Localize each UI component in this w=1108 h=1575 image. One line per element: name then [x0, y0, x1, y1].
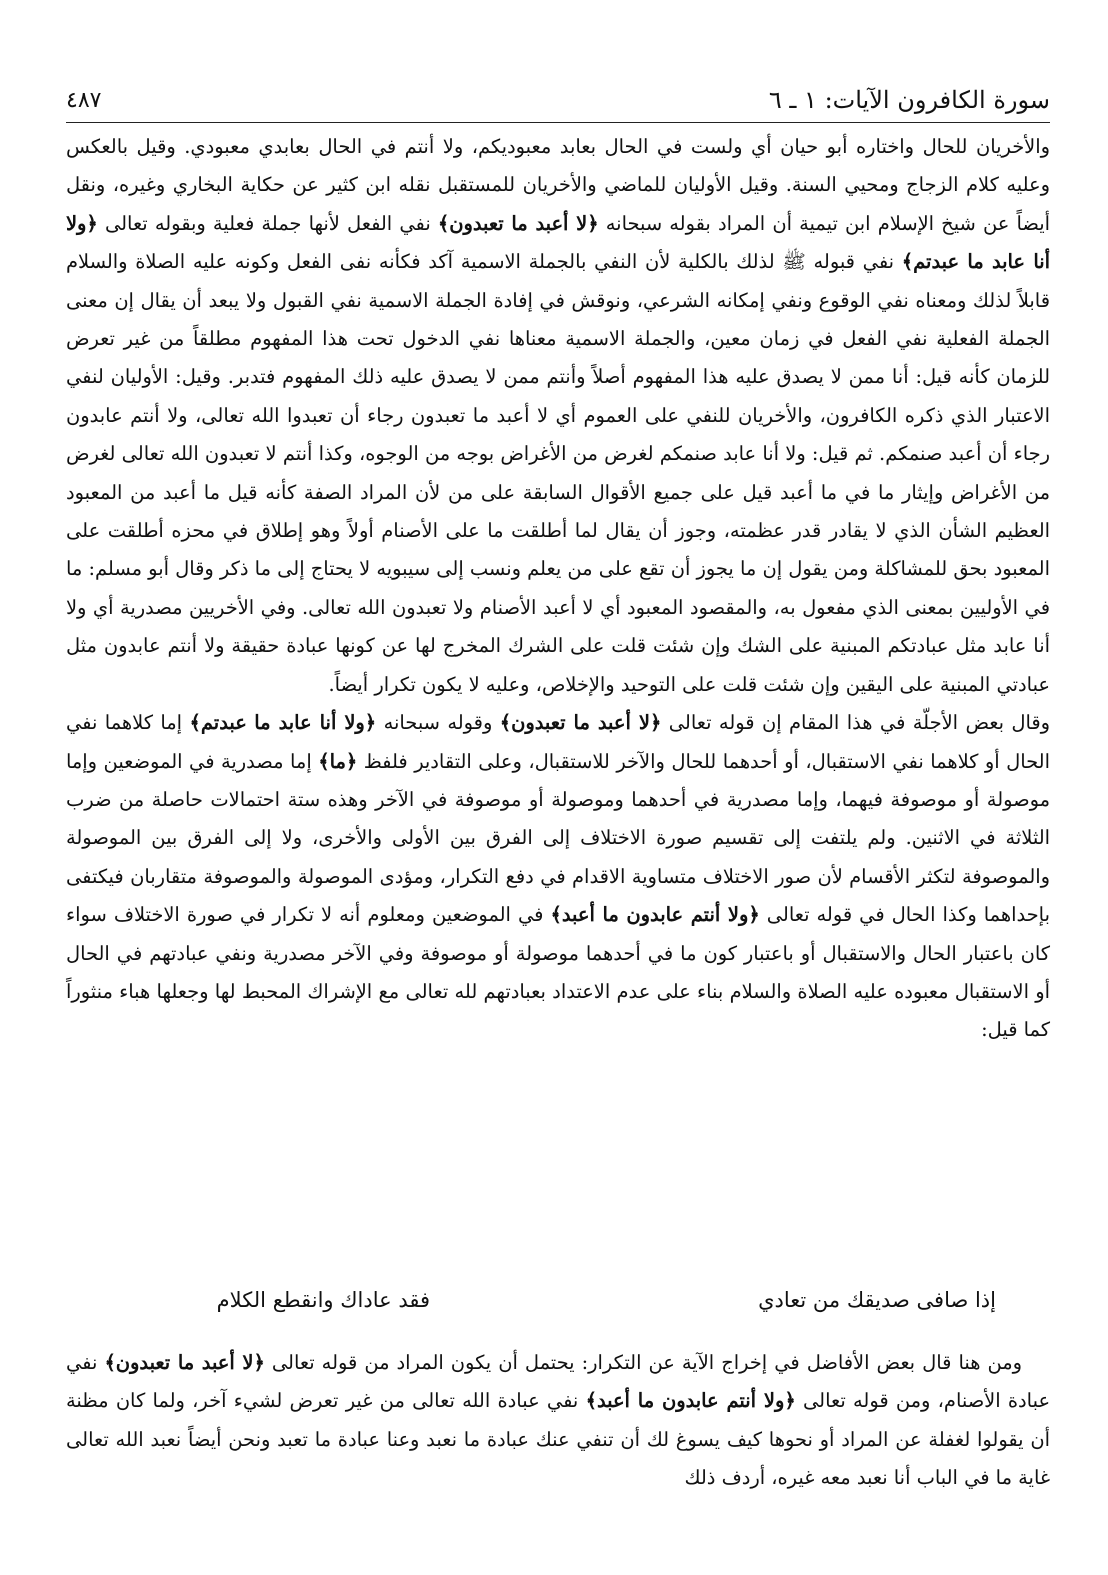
page-header [66, 78, 1050, 123]
text-paragraph [66, 704, 1050, 1050]
text-line: زمان معين، والجملة الاسمية معناها نفي الدخول تحت هذا المفهوم مطلقاً من غير تعرض للزمان كأنه قيل: أنا [66, 327, 1050, 389]
quran-verse: ﴿ولا أنا عابد ما [254, 711, 377, 735]
text-line: وكذا أنتم لا تعبدون الله تعالى لغرض من الأغراض وإيثار ما في ما أعبد قيل على جميع الأقوال السابقة على [66, 442, 1050, 504]
text-line: سواء كان باعتبار الحال والاستقبال أو باعتبار كون ما في أحدهما موصولة أو موصوفة وفي الآخر مصدرية [66, 903, 1050, 965]
text-line: الحال في قوله تعالى [766, 903, 936, 927]
text-line: موصوفة في الآخر وهذه ستة احتمالات حاصلة من ضرب الثلاثة في الاثنين. ولم يلتفت إلى تقسيم صورة [66, 787, 1050, 850]
quran-verse: ﴿ولا أنا عابد ما عبدتم﴾ [66, 211, 1051, 274]
text-line: فلفظ [363, 749, 408, 773]
text-line: الاختلاف متساوية الاقدام في دفع التكرار، ومؤدى الموصولة والموصوفة متقاربان فيكتفى بإحداهما وكذا [66, 864, 1050, 927]
text-paragraph [66, 1344, 1050, 1498]
text-line: والأخريان للحال واختاره أبو حيان أي ولست في الحال بعابد معبوديكم، ولا أنتم في الحال بعابدي معبودي. [184, 135, 1050, 158]
text-line: ممن لا يصدق عليه هذا المفهوم أصلاً وأنتم ممن لا يصدق عليه ذلك المفهوم فتدبر. وقيل: الأوليان لنفي [66, 365, 886, 389]
quran-verse: ﴿ولا أنتم عابدون ما أعبد﴾ [585, 1389, 796, 1413]
text-line: وقال بعض الأجلّة في هذا المقام إن قوله تعالى [668, 711, 1051, 735]
closing-paragraph [66, 1344, 1050, 1498]
text-line: في الموضعين ومعلوم أنه لا تكرار في صورة الاختلاف [113, 903, 544, 927]
running-title: سورة الكافرون الآيات: ١ ـ ٦ [768, 86, 1050, 114]
text-line: الشرعي، ونوقش في إفادة الجملة الاسمية نفي القبول ولا يبعد أن يقال إن معنى الجملة الفعلية نفي الفعل في [66, 288, 1050, 351]
text-line: عابد مثل عبادتكم المبنية على الشك وإن شئت قلت على الشرك المخرج لها عن كونها عبادة حقيقة ولا أنتم [167, 634, 1027, 658]
poetry-verse [66, 1288, 1050, 1328]
text-line: الاختلاف إلى الفرق بين الأولى والأخرى، ولا إلى الفرق بين الموصولة والموصوفة لتكثر الأقسام لأن صور [66, 826, 1051, 888]
text-line: بالجملة الاسمية آكد فكأنه نفى الفعل وكونه عليه الصلاة والسلام قابلاً لذلك ومعناه نفي الوقوع ونفي إمكانه [66, 250, 1050, 312]
page-number: ٤٨٧ [66, 87, 102, 113]
text-line: نفي عبادة الأصنام، ومن قوله تعالى [66, 1351, 1051, 1413]
text-line: إما كلاهما نفي الحال أو كلاهما نفي الاستقبال، أو أحدهما للحال والآخر للاستقبال، وعلى التقادير [66, 711, 1050, 773]
text-line: نفي الفعل لأنها جملة فعلية وبقوله تعالى [104, 211, 431, 235]
text-line: مفعول به، والمقصود المعبود أي لا أعبد الأصنام ولا تعبدون الله تعالى. وفي الأخريين مصدرية أي ولا أنا [66, 595, 1050, 658]
text-line: ومن هنا قال بعض الأفاضل في إخراج الآية عن التكرار: يحتمل أن يكون المراد من قوله تعالى [271, 1351, 1022, 1374]
text-line: أن تقع على من يعلم ونسب إلى سيبويه لا يحتاج إلى ما ذكر وقال أبو مسلم: ما في الأوليين بمعنى الذي [66, 557, 1050, 619]
main-text [66, 128, 1050, 1050]
quran-verse: ﴿لا أعبد ما تعبدون﴾ [104, 1351, 265, 1374]
quran-verse: ﴿لا أعبد ما تعبدون﴾ [499, 711, 662, 735]
text-line: حكاية البخاري وغيره، ونقل أيضاً عن شيخ الإسلام ابن تيمية أن المراد بقوله سبحانه [66, 173, 1050, 235]
quran-verse: ﴿لا أعبد ما تعبدون﴾ [437, 211, 599, 235]
quran-verse: ﴿ولا أنتم عابدون ما أعبد﴾ [550, 903, 760, 927]
text-line: الإشراك المحبط لها وجعلها هباء منثوراً كما قيل: [66, 979, 1050, 1042]
text-line: عابدون مثل عبادتي المبنية على اليقين وإن شئت قلت على التوحيد والإخلاص، وعليه لا يكون تكرار أيضاً. [66, 634, 1050, 696]
text-line: إما مصدرية في الموضعين وإما موصولة أو موصوفة فيهما، وإما مصدرية في أحدهما وموصولة أو [66, 749, 1050, 811]
text-paragraph [66, 128, 1050, 704]
first-hemistich: إذا صافى صديقك من تعادي [758, 1288, 996, 1312]
text-line: ونفي عبادتهم في الحال أو الاستقبال معبوده عليه الصلاة والسلام بناء على عدم الاعتداد بعبادتهم لله تعالى مع [66, 941, 1051, 1003]
text-line: من لأن المراد الصفة كأنه قيل ما أعبد من المعبود العظيم الشأن الذي لا يقادر قدر عظمته، وجوز أن يقال لما [66, 480, 1050, 543]
text-line: أطلقت ما على الأصنام أولاً وهو إطلاق في محزه أطلقت على المعبود بحق للمشاكلة ومن يقول إن ما يجوز [66, 519, 1050, 581]
text-line: نفي قبوله ﷺ لذلك بالكلية لأن النفي [594, 250, 895, 274]
text-line: نفي عبادة الله تعالى من غير تعرض لشيء آخر، ولما كان مظنة أن يقولوا لغفلة عن المراد أو نحوها كيف يسوغ لك أن تنفي عنك عبادة ما نعبد وعنا عبادة ما تعبد ونحن أيضاً نعبد الله تعالى غاية ما في الباب أنا نعبد معه غيره، أردف ذلك [66, 1389, 1050, 1490]
text-line: وقيل بالعكس وعليه كلام الزجاج ومحيي السنة. وقيل الأوليان للماضي والأخريان للمستقبل نقله ابن كثير عن [66, 135, 1050, 197]
text-line: الاعتبار الذي ذكره الكافرون، والأخريان للنفي على العموم أي لا أعبد ما تعبدون رجاء أن تعبدوا الله تعالى، [195, 403, 1050, 427]
text-line: وقوله سبحانه [383, 711, 493, 735]
text-line: ولا أنتم عابدون رجاء أن أعبد صنمكم. ثم قيل: ولا أنا عابد صنمكم لغرض من الأغراض بوجه من الوجوه، [66, 403, 1051, 466]
quran-word: ﴿ما﴾ [318, 749, 358, 773]
quran-verse: عبدتم﴾ [189, 711, 247, 735]
second-hemistich: فقد عاداك وانقطع الكلام [216, 1288, 430, 1312]
